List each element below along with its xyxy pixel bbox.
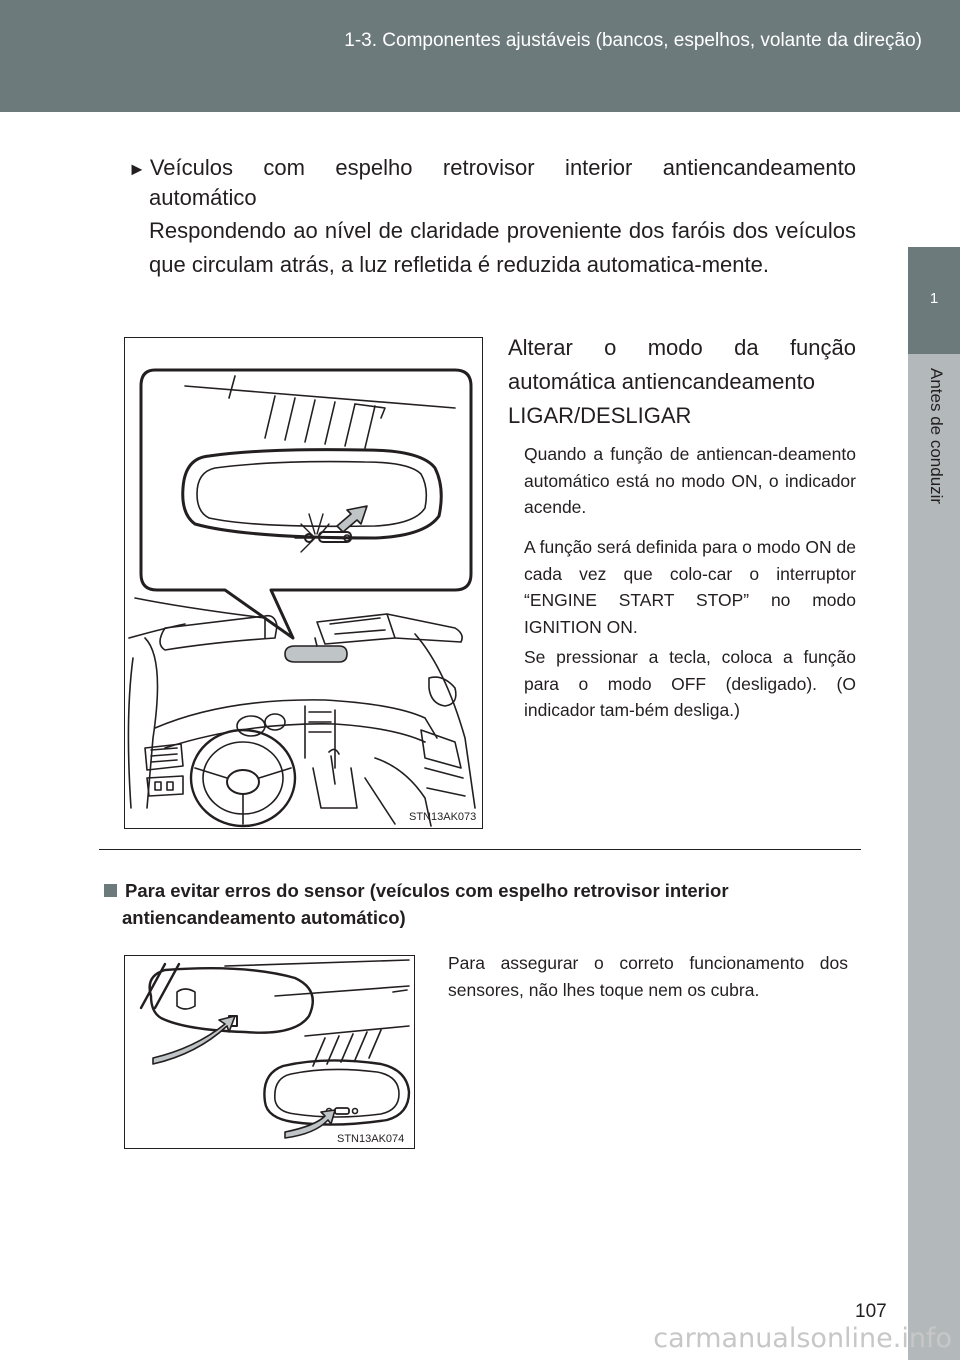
section-heading-line2: automático: [149, 185, 257, 210]
chapter-strip: [908, 354, 960, 1360]
dashboard-mirror-illustration: [125, 338, 482, 828]
subsection-paragraph-3: Se pressionar a tecla, coloca a função para o modo OFF (desligado). (O indicador tam-bém desliga.): [524, 647, 856, 720]
figure1-code: STN13AK073: [409, 811, 477, 823]
header-title: 1-3. Componentes ajustáveis (bancos, espelhos, volante da direção): [344, 30, 922, 51]
note-heading-line2: antiencandeamento automático): [122, 907, 406, 928]
subsection-paragraph-2: A função será definida para o modo ON de cada vez que colo-car o interruptor “ENGINE START STOP” no modo IGNITION ON.: [524, 537, 856, 637]
page-number: 107: [855, 1301, 887, 1322]
footer-watermark: carmanualsonline.info: [653, 1323, 952, 1354]
subsection-title-line3: LIGAR/DESLIGAR: [508, 403, 692, 428]
bullet-arrow-icon: ►: [128, 159, 146, 179]
subsection-paragraph-1: Quando a função de antiencan-deamento automático está no modo ON, o indicador acende.: [524, 444, 856, 517]
note-heading-line1: Para evitar erros do sensor (veículos com espelho retrovisor interior: [125, 880, 729, 901]
square-bullet-icon: [104, 884, 117, 897]
subsection-title: [508, 331, 856, 433]
chapter-label: Antes de conduzir: [927, 368, 946, 505]
section-divider: [99, 849, 861, 850]
subsection-title-line1: Alterar o modo da função: [508, 335, 856, 360]
figure2-code: STN13AK074: [337, 1133, 405, 1145]
section-heading-line1: Veículos com espelho retrovisor interior antiencandeamento: [149, 155, 856, 180]
page-header: [0, 0, 960, 112]
note-heading: [104, 877, 856, 931]
subsection-title-line2: automática antiencandeamento: [508, 369, 815, 394]
section-paragraph: Respondendo ao nível de claridade proveniente dos faróis dos veículos que circulam atrás, a luz refletida é reduzida automatica-mente.: [149, 218, 856, 277]
figure-mirror-sensors: [124, 955, 415, 1149]
mirror-sensors-illustration: [125, 956, 414, 1148]
figure-dashboard-mirror: [124, 337, 483, 829]
chapter-number: 1: [929, 290, 939, 307]
chapter-tab: [908, 247, 960, 354]
note-paragraph: Para assegurar o correto funcionamento dos sensores, não lhes toque nem os cubra.: [448, 953, 848, 1000]
